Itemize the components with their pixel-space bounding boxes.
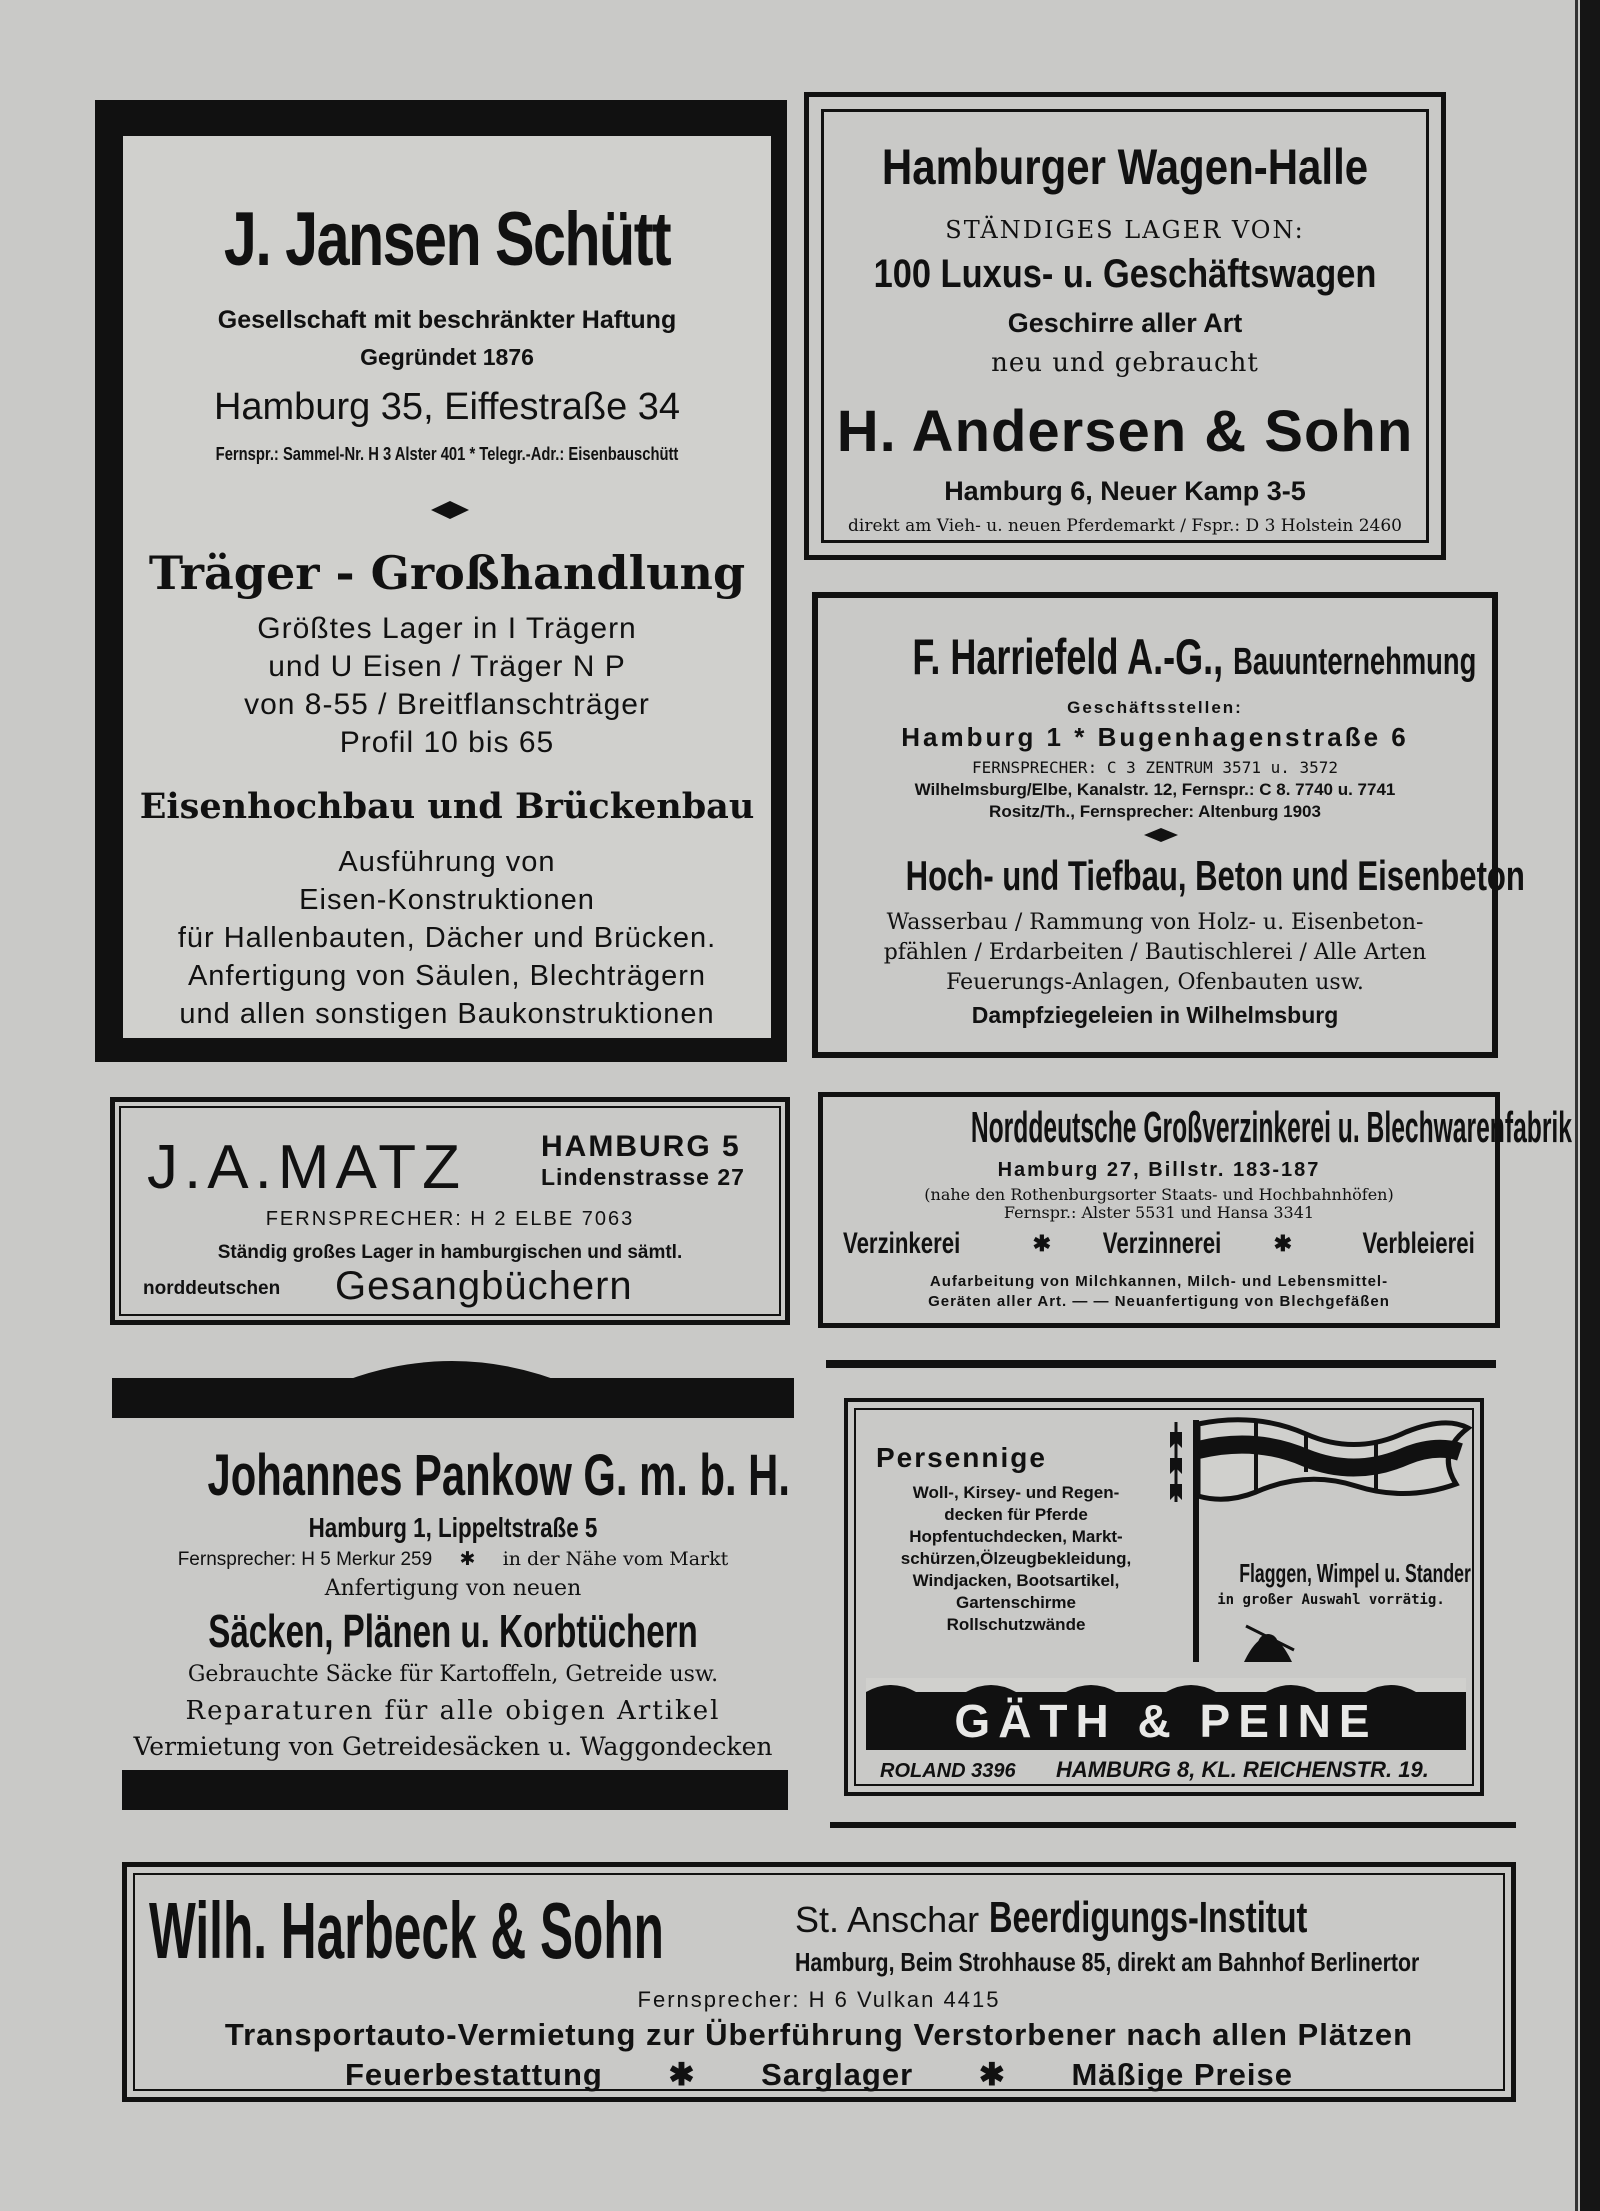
ad-harbeck <box>122 1862 1516 2102</box>
text-line: Profil 10 bis 65 <box>339 726 555 759</box>
branch-text: Wilhelmsburg/Elbe, Kanalstr. 12, Fernspr.: C 8. 7740 u. 7741 <box>914 780 1396 799</box>
text-line: schürzen,Ölzeugbekleidung, <box>900 1549 1132 1568</box>
text-line: Aufarbeitung von Milchkannen, Milch- und Lebensmittel- <box>929 1273 1389 1290</box>
heading-saecke: Säcken, Plänen u. Korbtüchern <box>208 1605 698 1657</box>
hq-address: Hamburg 1 * Bugenhagenstraße 6 <box>901 722 1409 752</box>
text-line: Windjacken, Bootsartikel, <box>912 1571 1120 1590</box>
text-line: Anfertigung von Säulen, Blechträgern <box>187 960 707 992</box>
text-line: Gartenschirme <box>956 1593 1076 1612</box>
flags-heading: Flaggen, Wimpel u. Stander <box>1239 1558 1471 1588</box>
heading-persennige: Persennige <box>876 1442 1047 1473</box>
heading-eisenhochbau: Eisenhochbau und Brückenbau <box>139 786 755 827</box>
text-line: Transportauto-Vermietung zur Überführung Verstorbener nach allen Plätzen <box>224 2017 1414 2052</box>
phone-text: FERNSPRECHER: H 2 ELBE 7063 <box>265 1208 635 1230</box>
star-icon: ✱ <box>459 1549 476 1570</box>
text-line: Geschirre aller Art <box>1007 308 1243 338</box>
flags-illustration-icon <box>1156 1412 1476 1662</box>
text-line: (nahe den Rothenburgsorter Staats- und Hochbahnhöfen) <box>924 1185 1394 1204</box>
text-line: 100 Luxus- u. Geschäftswagen <box>873 252 1377 296</box>
company-name: J.A.MATZ <box>147 1133 466 1202</box>
branch-text: Rositz/Th., Fernsprecher: Altenburg 1903 <box>989 802 1321 821</box>
company-suffix: Bauunternehmung <box>1233 641 1477 683</box>
institute-name: Beerdigungs-Institut <box>989 1893 1308 1942</box>
text-line: Geräten aller Art. — — Neuanfertigung von Blechgefäßen <box>928 1293 1390 1310</box>
phone-text: Fernsprecher: H 6 Vulkan 4415 <box>637 1987 1001 2012</box>
phone-text: Fernspr.: Sammel-Nr. H 3 Alster 401 * Telegr.-Adr.: Eisenbauschütt <box>215 444 679 464</box>
highlight-text: Gesangbüchern <box>335 1264 633 1308</box>
text-line: Eisen-Konstruktionen <box>299 884 595 916</box>
heading-hochbau: Hoch- und Tiefbau, Beton und Eisenbeton <box>905 852 1525 899</box>
text-line: Feuerungs-Anlagen, Ofenbauten usw. <box>946 970 1364 995</box>
ad-jansen-schuett <box>95 100 787 1062</box>
text-line: und U Eisen / Träger N P <box>268 650 626 683</box>
page-edge <box>1580 0 1600 2211</box>
ad-verzinkerei <box>818 1092 1572 1328</box>
ad-harriefeld <box>812 592 1525 1058</box>
service-label: Verbleierei <box>1362 1227 1475 1260</box>
footer-text: direkt am Vieh- u. neuen Pferdemarkt / Fspr.: D 3 Holstein 2460 <box>848 516 1402 536</box>
text-line: Vermietung von Getreidesäcken u. Waggondecken <box>133 1732 773 1761</box>
text-line: Rollschutzwände <box>946 1615 1086 1634</box>
ad-wagen-halle <box>804 92 1446 560</box>
text-line: Dampfziegeleien in Wilhelmsburg <box>971 1002 1339 1028</box>
text-line: Wasserbau / Rammung von Holz- u. Eisenbeton- <box>886 910 1424 935</box>
text-line: Hopfentuchdecken, Markt- <box>909 1527 1123 1546</box>
founded-text: Gegründet 1876 <box>360 344 534 370</box>
phone-text: Fernsprecher: H 5 Merkur 259 <box>177 1549 433 1570</box>
service-label: Sarglager <box>761 2057 914 2092</box>
city-text: HAMBURG 5 <box>541 1130 741 1163</box>
service-label: Mäßige Preise <box>1071 2057 1293 2092</box>
text-line: Anfertigung von neuen <box>324 1576 582 1601</box>
address-text: Hamburg, Beim Strohhause 85, direkt am Bahnhof Berlinertor <box>795 1947 1420 1977</box>
star-icon: ✱ <box>978 2057 1006 2092</box>
ad-gaeth-peine <box>844 1398 1484 1796</box>
star-icon: ✱ <box>1032 1231 1052 1256</box>
phone-text: ROLAND 3396 <box>880 1760 1016 1782</box>
wave-ornament-icon <box>866 1678 1466 1692</box>
text-line: neu und gebraucht <box>991 348 1259 378</box>
star-icon: ✱ <box>1273 1231 1292 1256</box>
address-text: Hamburg 27, Billstr. 183-187 <box>997 1159 1321 1181</box>
address-text: Hamburg 6, Neuer Kamp 3-5 <box>944 476 1306 506</box>
flags-note: in großer Auswahl vorrätig. <box>1217 1592 1445 1608</box>
company-name: Johannes Pankow G. m. b. H. <box>207 1443 790 1508</box>
address-text: HAMBURG 8, KL. REICHENSTR. 19. <box>1056 1757 1429 1782</box>
ad-inner-frame <box>119 1106 781 1316</box>
separator-rule <box>830 1822 1516 1828</box>
text-line: Größtes Lager in I Trägern <box>257 612 637 645</box>
service-label: Verzinnerei <box>1103 1227 1222 1260</box>
bottom-bar <box>122 1770 788 1810</box>
star-icon: ✱ <box>668 2057 696 2092</box>
company-name: F. Harriefeld A.-G., <box>912 629 1224 685</box>
church-name: St. Anschar <box>795 1899 980 1940</box>
location-note: in der Nähe vom Markt <box>502 1548 729 1570</box>
ad-pankow <box>112 1346 794 1812</box>
page-edge-line <box>1575 0 1578 2211</box>
ad-title: Hamburger Wagen-Halle <box>881 139 1369 195</box>
firm-name: H. Andersen & Sohn <box>836 399 1414 464</box>
heading-traeger: Träger - Großhandlung <box>148 546 746 600</box>
company-form: Gesellschaft mit beschränkter Haftung <box>217 306 677 334</box>
top-bar <box>112 1378 794 1418</box>
ad-inner-frame <box>854 1408 1474 1786</box>
address-text: Hamburg 1, Lippeltstraße 5 <box>308 1512 598 1543</box>
text-line: Woll-, Kirsey- und Regen- <box>912 1483 1120 1502</box>
text-line: Ständig großes Lager in hamburgischen und sämtl. <box>217 1242 683 1263</box>
phone-text: FERNSPRECHER: C 3 ZENTRUM 3571 u. 3572 <box>971 758 1339 777</box>
text-line: Ausführung von <box>338 846 556 878</box>
street-text: Lindenstrasse 27 <box>541 1164 745 1190</box>
address-text: Hamburg 35, Eiffestraße 34 <box>213 386 681 428</box>
ad-inner-panel <box>123 136 771 1038</box>
text-line: decken für Pferde <box>944 1505 1088 1524</box>
banner-bar <box>866 1678 1466 1750</box>
text-line: pfählen / Erdarbeiten / Bautischlerei / Alle Arten <box>883 940 1427 965</box>
company-name: Wilh. Harbeck & Sohn <box>149 1886 664 1975</box>
text-line: für Hallenbauten, Dächer und Brücken. <box>177 922 717 954</box>
service-label: Feuerbestattung <box>345 2057 603 2092</box>
ad-matz <box>110 1097 790 1325</box>
diamond-ornament-icon <box>431 501 469 519</box>
service-label: Verzinkerei <box>843 1227 961 1260</box>
banner-text: GÄTH & PEINE <box>954 1695 1378 1747</box>
text-line: Reparaturen für alle obigen Artikel <box>185 1696 721 1726</box>
text-line: Gebrauchte Säcke für Kartoffeln, Getreide usw. <box>187 1662 719 1687</box>
ad-title: Norddeutsche Großverzinkerei u. Blechwarenfabrik <box>970 1103 1572 1152</box>
ad-inner-frame <box>821 109 1429 543</box>
phone-text: Fernspr.: Alster 5531 und Hansa 3341 <box>1003 1203 1315 1222</box>
text-line: und allen sonstigen Baukonstruktionen <box>179 998 715 1030</box>
offices-label: Geschäftsstellen: <box>1067 698 1243 717</box>
text-line: norddeutschen <box>143 1278 281 1299</box>
separator-rule <box>826 1360 1496 1368</box>
text-line: von 8-55 / Breitflanschträger <box>244 688 650 721</box>
diamond-ornament-icon <box>1144 828 1178 842</box>
ad-subtitle: STÄNDIGES LAGER VON: <box>945 216 1305 244</box>
ad-inner-frame <box>133 1873 1505 2091</box>
company-name: J. Jansen Schütt <box>223 197 671 282</box>
